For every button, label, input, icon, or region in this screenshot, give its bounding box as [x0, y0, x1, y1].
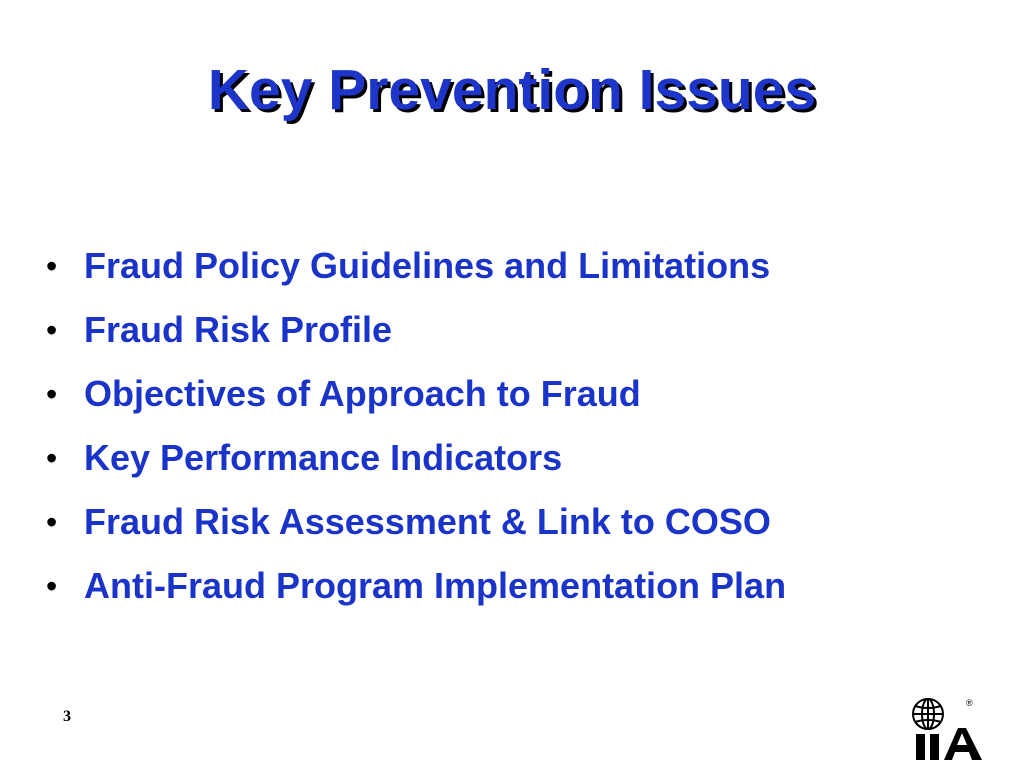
bullet-text: Fraud Policy Guidelines and Limitations — [84, 245, 771, 286]
page-number: 3 — [63, 708, 71, 725]
iia-logo — [906, 694, 992, 762]
bullet-text: Objectives of Approach to Fraud — [84, 373, 641, 414]
list-item — [46, 234, 786, 298]
bullet-icon: • — [46, 504, 58, 540]
list-item — [46, 298, 786, 362]
registered-mark: ® — [966, 698, 973, 708]
list-item — [46, 490, 786, 554]
slide-title: Key Prevention Issues — [207, 58, 817, 122]
bullet-text: Fraud Risk Assessment & Link to COSO — [84, 501, 771, 542]
bullet-text: Fraud Risk Profile — [84, 309, 393, 350]
bullet-icon: • — [46, 248, 58, 284]
bullet-list — [46, 234, 786, 618]
list-item — [46, 554, 786, 618]
list-item — [46, 426, 786, 490]
globe-icon — [906, 694, 992, 762]
bullet-icon: • — [46, 440, 58, 476]
bullet-icon: • — [46, 312, 58, 348]
bullet-text: Key Performance Indicators — [84, 437, 563, 478]
bullet-icon: • — [46, 376, 58, 412]
list-item — [46, 362, 786, 426]
bullet-icon: • — [46, 568, 58, 604]
bullet-text: Anti-Fraud Program Implementation Plan — [84, 565, 787, 606]
